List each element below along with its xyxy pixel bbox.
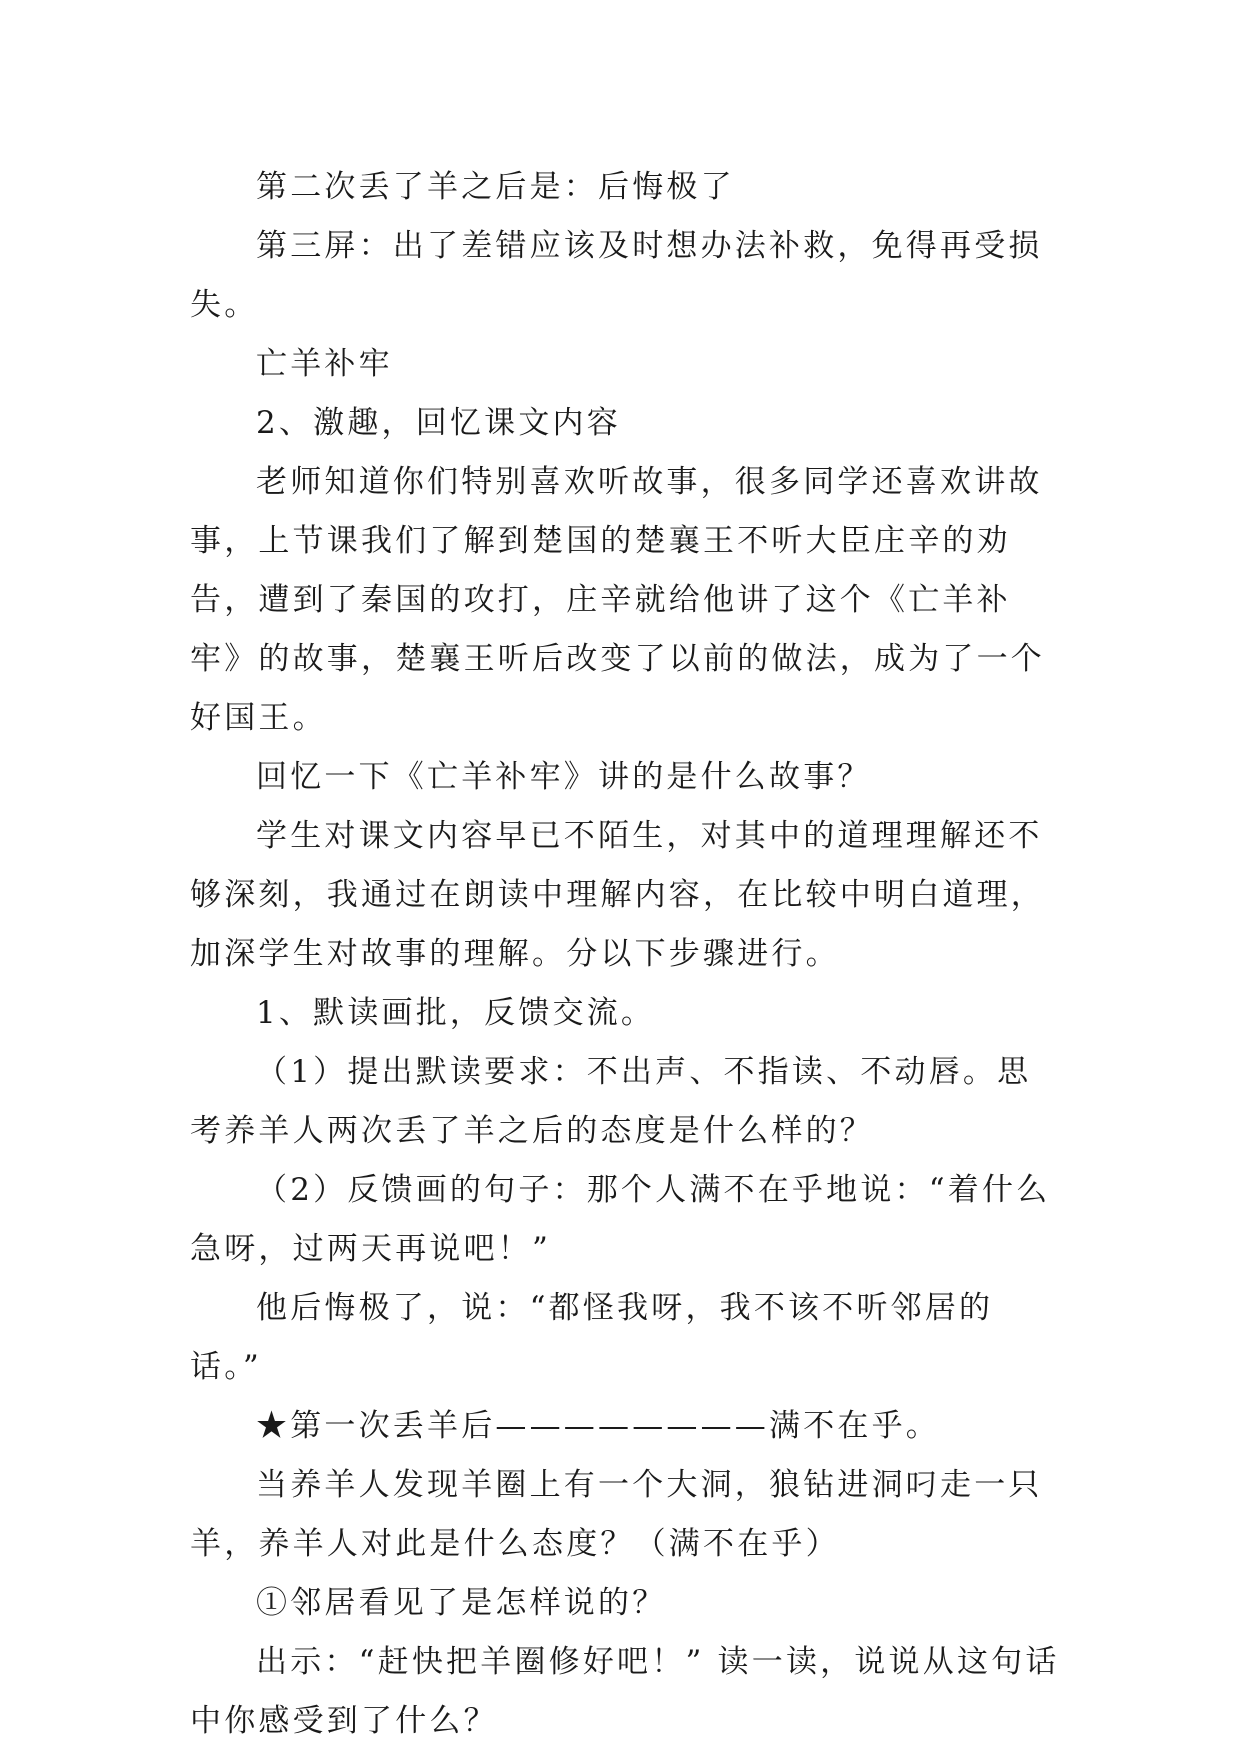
paragraph: 出示：“赶快把羊圈修好吧！” 读一读，说说从这句话中你感受到了什么？ [190,1644,1060,1739]
paragraph: 当养羊人发现羊圈上有一个大洞，狼钻进洞叼走一只羊，养羊人对此是什么态度？（满不在乎） [190,1467,1043,1562]
paragraph: 亡羊补牢 [256,346,393,382]
paragraph: 2、激趣，回忆课文内容 [256,405,621,441]
paragraph: （2）反馈画的句子：那个人满不在乎地说：“着什么急呀，过两天再说吧！” [190,1172,1051,1267]
paragraph: ★第一次丢羊后————————满不在乎。 [256,1408,940,1444]
paragraph: 1、默读画批，反馈交流。 [256,995,656,1031]
paragraph: 第二次丢了羊之后是：后悔极了 [256,169,735,205]
paragraph: 第三屏：出了差错应该及时想办法补救，免得再受损失。 [190,228,1043,323]
paragraph: ①邻居看见了是怎样说的？ [256,1585,667,1621]
paragraph: （1）提出默读要求：不出声、不指读、不动唇。思考养羊人两次丢了羊之后的态度是什么样的？ [190,1054,1032,1149]
paragraph: 他后悔极了，说：“都怪我呀，我不该不听邻居的话。” [190,1290,994,1385]
paragraph: 学生对课文内容早已不陌生，对其中的道理理解还不够深刻，我通过在朗读中理解内容，在比较中明白道理，加深学生对故事的理解。分以下步骤进行。 [190,818,1045,972]
paragraph: 老师知道你们特别喜欢听故事，很多同学还喜欢讲故事，上节课我们了解到楚国的楚襄王不听大臣庄辛的劝告，遭到了秦国的攻打，庄辛就给他讲了这个《亡羊补牢》的故事，楚襄王听后改变了以前的做法，成为了一个好国王。 [190,464,1045,736]
document-page [190,158,1060,1751]
paragraph: 回忆一下《亡羊补牢》讲的是什么故事？ [256,759,872,795]
